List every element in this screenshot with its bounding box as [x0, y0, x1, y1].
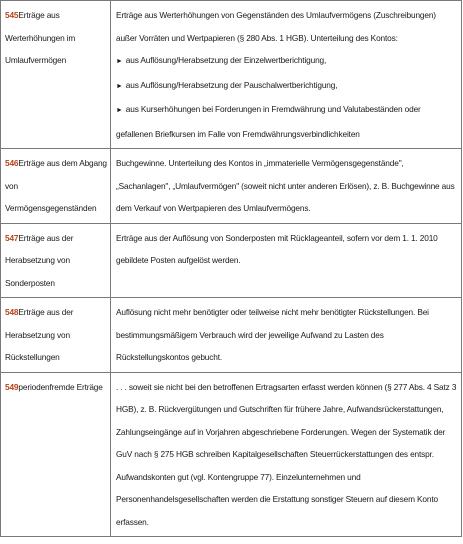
- account-number: 545: [5, 10, 19, 20]
- list-item: [116, 98, 457, 145]
- account-description: Buchgewinne. Unterteilung des Kontos in „immaterielle Vermögensgegenstände", „Sachanlagen", „Umlaufvermögen" (soweit nicht unter anderen Erlösen), z. B. Buchgewinne aus dem Verkauf von Wertpapieren des Umlaufvermögens.: [116, 158, 455, 213]
- table-row: [1, 1, 462, 149]
- list-item: [116, 74, 457, 99]
- list-item-text: aus Auflösung/Herabsetzung der Pauschalwertberichtigung,: [125, 79, 338, 90]
- account-label-cell: [1, 1, 111, 148]
- triangle-bullet-icon: ►: [116, 107, 123, 114]
- account-label-cell: [1, 224, 111, 298]
- account-label-cell: [1, 149, 111, 223]
- account-title: Erträge aus der Herabsetzung von Rückstellungen: [5, 307, 74, 362]
- triangle-bullet-icon: ►: [116, 82, 123, 90]
- table-row: [1, 224, 462, 299]
- account-description: . . . soweit sie nicht bei den betroffenen Ertragsarten erfasst werden können (§ 277 Abs. 4 Satz 3 HGB), z. B. Rückvergütungen und Gutschriften für frühere Jahre, Aufwandsrückerstattungen, Zahlungseingänge auf in Vorjahren abgeschriebene Forderungen. Wegen der Systematik der GuV nach § 275 HGB schreiben Kapitalgesellschaften Steuerrückerstattungen des entspr. Aufwandskonten gut (vgl. Kontengruppe 77). Einzelunternehmen und Personenhandelsgesellschaften werden die Erstattung sonstiger Steuern auf diesem Konto erfassen.: [116, 381, 457, 527]
- table-row: [1, 149, 462, 224]
- account-number: 547: [5, 232, 19, 243]
- account-description-cell: [111, 298, 462, 372]
- table-row: [1, 298, 462, 373]
- account-description-cell: [111, 149, 462, 223]
- table-row: [1, 373, 462, 538]
- account-title: periodenfremde Erträge: [18, 381, 103, 392]
- account-description-cell: [111, 224, 462, 298]
- account-title: Erträge aus dem Abgang von Vermögensgegenständen: [5, 158, 107, 213]
- account-description: Erträge aus Werterhöhungen von Gegenständen des Umlaufvermögens (Zuschreibungen) außer Vorräten und Wertpapieren (§ 280 Abs. 1 HGB). Unterteilung des Kontos:: [116, 10, 436, 43]
- list-item: [116, 49, 457, 74]
- account-label-cell: [1, 298, 111, 372]
- list-item-text: aus Kurserhöhungen bei Forderungen in Fremdwährung und Valutabeständen oder gefallenen Briefkursen im Falle von Fremdwährungsverbindlichkeiten: [116, 104, 421, 139]
- account-description-cell: [111, 373, 462, 537]
- account-title: Erträge aus der Herabsetzung von Sonderposten: [5, 232, 74, 288]
- account-description: Erträge aus der Auflösung von Sonderposten mit Rücklageanteil, sofern vor dem 1. 1. 2010 gebildete Posten aufgelöst werden.: [116, 232, 438, 265]
- account-title: Erträge aus Werterhöhungen im Umlaufvermögen: [5, 10, 76, 65]
- account-number: 549: [5, 381, 19, 392]
- triangle-bullet-icon: ►: [116, 58, 123, 65]
- account-label-cell: [1, 373, 111, 537]
- account-number: 548: [5, 307, 19, 317]
- account-description-cell: [111, 1, 462, 148]
- account-description: Auflösung nicht mehr benötigter oder teilweise nicht mehr benötigter Rückstellungen. Bei bestimmungsmäßigem Verbrauch wird der jeweilige Aufwand zu Lasten des Rückstellungskontos gebucht.: [116, 307, 429, 362]
- list-item-text: aus Auflösung/Herabsetzung der Einzelwertberichtigung,: [125, 55, 327, 65]
- account-number: 546: [5, 158, 19, 168]
